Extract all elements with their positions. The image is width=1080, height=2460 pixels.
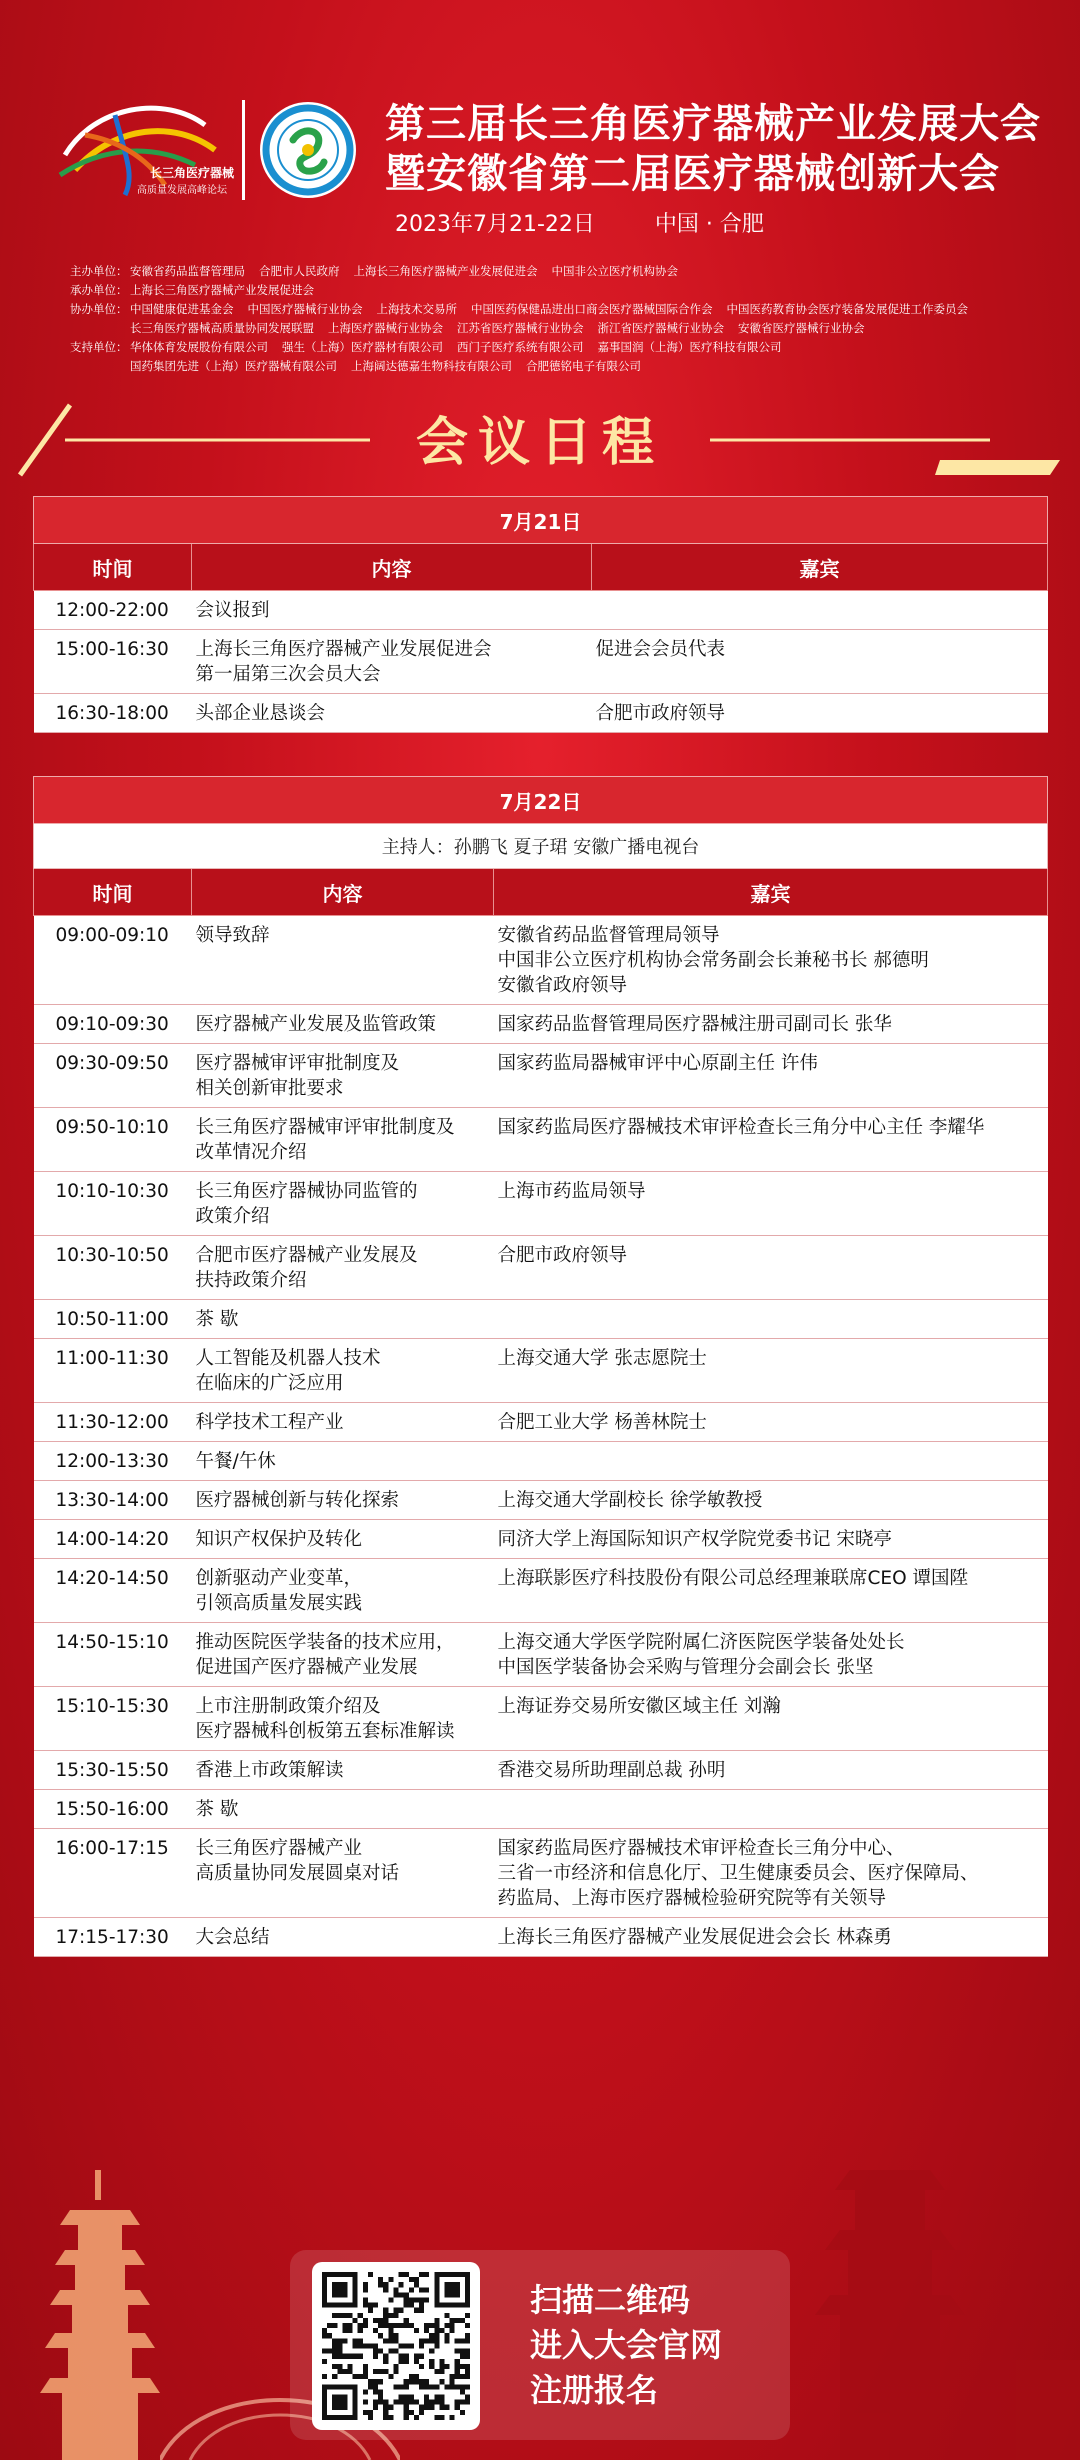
organizer-name: 中国非公立医疗机构协会 (551, 264, 678, 278)
schedule-guest: 合肥工业大学 杨善林院士 (494, 1403, 1048, 1442)
schedule-guest (494, 1442, 1048, 1481)
schedule-guest: 上海交通大学副校长 徐学敏教授 (494, 1481, 1048, 1520)
schedule-guest (494, 1790, 1048, 1829)
schedule-guest: 同济大学上海国际知识产权学院党委书记 宋晓亭 (494, 1520, 1048, 1559)
logo-divider (242, 100, 245, 200)
column-header: 时间 (34, 544, 192, 591)
organizer-name: 长三角医疗器械高质量协同发展联盟 (130, 321, 314, 335)
schedule-content: 人工智能及机器人技术 在临床的广泛应用 (192, 1339, 494, 1403)
qr-code-icon[interactable] (322, 2272, 470, 2420)
organizer-name: 中国医疗器械行业协会 (247, 302, 363, 316)
event-date: 2023年7月21-22日 (395, 212, 595, 237)
schedule-guest: 安徽省药品监督管理局领导 中国非公立医疗机构协会常务副会长兼秘书长 郝德明 安徽省政府领导 (494, 916, 1048, 1005)
host-row (34, 824, 1048, 869)
schedule-row (34, 1559, 1048, 1623)
column-header: 时间 (34, 869, 192, 916)
schedule-guest: 上海联影医疗科技股份有限公司总经理兼联席CEO 谭国陞 (494, 1559, 1048, 1623)
organizer-name: 上海长三角医疗器械产业发展促进会 (353, 264, 538, 278)
organizer-name: 中国医药保健品进出口商会医疗器械国际合作会 (471, 302, 713, 316)
column-header-row (34, 544, 1048, 591)
schedule-row (34, 694, 1048, 733)
main-title-line1: 第三届长三角医疗器械产业发展大会 (385, 101, 1041, 147)
organizer-label: 承办单位： (70, 283, 128, 297)
schedule-content: 茶 歇 (192, 1790, 494, 1829)
schedule-content: 医疗器械创新与转化探索 (192, 1481, 494, 1520)
schedule-time: 14:50-15:10 (34, 1623, 192, 1687)
organizer-name: 国药集团先进（上海）医疗器械有限公司 (130, 359, 337, 373)
schedule-guest: 国家药监局器械审评中心原副主任 许伟 (494, 1044, 1048, 1108)
schedule-row (34, 630, 1048, 694)
organizer-name: 中国医药教育协会医疗装备发展促进工作委员会 (726, 302, 968, 316)
section-title: 会议日程 (415, 413, 664, 473)
day-date: 7月22日 (34, 777, 1048, 824)
schedule-content: 会议报到 (192, 591, 592, 630)
schedule-time: 15:50-16:00 (34, 1790, 192, 1829)
organizer-name: 嘉事国润（上海）医疗科技有限公司 (597, 340, 782, 354)
schedule-time: 09:10-09:30 (34, 1005, 192, 1044)
schedule-row (34, 1300, 1048, 1339)
organizer-row (70, 262, 1060, 281)
schedule-guest: 合肥市政府领导 (494, 1236, 1048, 1300)
organizer-label: 支持单位： (70, 340, 128, 354)
schedule-row (34, 1236, 1048, 1300)
schedule-content: 茶 歇 (192, 1300, 494, 1339)
organizer-name: 浙江省医疗器械行业协会 (597, 321, 724, 335)
schedule-time: 11:00-11:30 (34, 1339, 192, 1403)
organizers-block (70, 262, 1060, 376)
qr-caption-line3: 注册报名 (530, 2371, 659, 2409)
schedule-time: 16:30-18:00 (34, 694, 192, 733)
organizer-row (70, 338, 1060, 357)
schedule-content: 午餐/午休 (192, 1442, 494, 1481)
schedule-time: 09:00-09:10 (34, 916, 192, 1005)
organizer-name: 中国健康促进基金会 (130, 302, 234, 316)
day-date: 7月21日 (34, 497, 1048, 544)
schedule-content: 医疗器械审评审批制度及 相关创新审批要求 (192, 1044, 494, 1108)
schedule-time: 15:00-16:30 (34, 630, 192, 694)
schedule-row (34, 1790, 1048, 1829)
schedule-guest: 上海交通大学 张志愿院士 (494, 1339, 1048, 1403)
schedule-guest: 国家药品监督管理局医疗器械注册司副司长 张华 (494, 1005, 1048, 1044)
organizer-name: 江苏省医疗器械行业协会 (457, 321, 584, 335)
date-location (395, 207, 824, 238)
schedule-row (34, 1918, 1048, 1957)
organizer-name: 上海阔达德嘉生物科技有限公司 (351, 359, 512, 373)
qr-caption (530, 2278, 722, 2413)
schedule-time: 17:15-17:30 (34, 1918, 192, 1957)
schedule-time: 14:00-14:20 (34, 1520, 192, 1559)
tower-illustration (760, 2130, 1080, 2460)
schedule-row (34, 591, 1048, 630)
qr-caption-line1: 扫描二维码 (530, 2281, 691, 2319)
schedule-time: 16:00-17:15 (34, 1829, 192, 1918)
organizer-row (70, 357, 1060, 376)
schedule-content: 长三角医疗器械产业 高质量协同发展圆桌对话 (192, 1829, 494, 1918)
schedule-row (34, 1172, 1048, 1236)
schedule-guest (592, 591, 1048, 630)
organizer-label: 主办单位： (70, 264, 128, 278)
schedule-time: 10:30-10:50 (34, 1236, 192, 1300)
schedule-row (34, 1005, 1048, 1044)
schedule-content: 香港上市政策解读 (192, 1751, 494, 1790)
schedule-row (34, 1623, 1048, 1687)
schedule-content: 领导致辞 (192, 916, 494, 1005)
organizer-row (70, 281, 1060, 300)
organizer-name: 合肥市人民政府 (259, 264, 340, 278)
schedule-guest: 国家药监局医疗器械技术审评检查长三角分中心、 三省一市经济和信息化厅、卫生健康委员会、医疗保障局、 药监局、上海市医疗器械检验研究院等有关领导 (494, 1829, 1048, 1918)
organizer-name: 安徽省医疗器械行业协会 (738, 321, 865, 335)
schedule-guest: 上海证券交易所安徽区域主任 刘瀚 (494, 1687, 1048, 1751)
schedule-row (34, 1108, 1048, 1172)
logo1-sub: 高质量发展高峰论坛 (137, 185, 227, 196)
schedule-guest: 上海交通大学医学院附属仁济医院医学装备处处长 中国医学装备协会采购与管理分会副会长 张坚 (494, 1623, 1048, 1687)
schedule-time: 12:00-13:30 (34, 1442, 192, 1481)
schedule-time: 11:30-12:00 (34, 1403, 192, 1442)
pagoda-illustration (40, 2170, 160, 2460)
organizer-name: 合肥德铭电子有限公司 (526, 359, 641, 373)
schedule-content: 科学技术工程产业 (192, 1403, 494, 1442)
schedule-time: 15:10-15:30 (34, 1687, 192, 1751)
column-header-row (34, 869, 1048, 916)
schedule-guest: 国家药监局医疗器械技术审评检查长三角分中心主任 李耀华 (494, 1108, 1048, 1172)
schedule-time: 13:30-14:00 (34, 1481, 192, 1520)
schedule-row (34, 916, 1048, 1005)
schedule-row (34, 1442, 1048, 1481)
day-header-row (34, 777, 1048, 824)
schedule-content: 长三角医疗器械审评审批制度及 改革情况介绍 (192, 1108, 494, 1172)
schedule-table-day1 (33, 496, 1048, 733)
organizer-name: 安徽省药品监督管理局 (130, 264, 245, 278)
schedule-content: 医疗器械产业发展及监管政策 (192, 1005, 494, 1044)
schedule-row (34, 1481, 1048, 1520)
schedule-guest: 上海长三角医疗器械产业发展促进会会长 林森勇 (494, 1918, 1048, 1957)
schedule-time: 10:50-11:00 (34, 1300, 192, 1339)
schedule-time: 10:10-10:30 (34, 1172, 192, 1236)
schedule-content: 推动医院医学装备的技术应用， 促进国产医疗器械产业发展 (192, 1623, 494, 1687)
qr-caption-line2: 进入大会官网 (530, 2326, 723, 2364)
schedule-time: 15:30-15:50 (34, 1751, 192, 1790)
organizer-name: 上海医疗器械行业协会 (328, 321, 443, 335)
schedule-content: 上市注册制政策介绍及 医疗器械科创板第五套标准解读 (192, 1687, 494, 1751)
schedule-row (34, 1687, 1048, 1751)
main-title-line2: 暨安徽省第二届医疗器械创新大会 (385, 151, 1000, 197)
forum-logo (55, 95, 235, 205)
column-header: 嘉宾 (494, 869, 1048, 916)
organizer-name: 华体体育发展股份有限公司 (130, 340, 268, 354)
organizer-row (70, 319, 1060, 338)
schedule-guest (494, 1300, 1048, 1339)
event-location: 中国 · 合肥 (654, 212, 764, 237)
schedule-guest: 上海市药监局领导 (494, 1172, 1048, 1236)
schedule-row (34, 1044, 1048, 1108)
schedule-guest: 促进会会员代表 (592, 630, 1048, 694)
logo1-text: 长三角医疗器械 (150, 166, 235, 180)
organizer-name: 西门子医疗系统有限公司 (457, 340, 584, 354)
schedule-guest: 合肥市政府领导 (592, 694, 1048, 733)
schedule-time: 14:20-14:50 (34, 1559, 192, 1623)
schedule-time: 09:50-10:10 (34, 1108, 192, 1172)
column-header: 内容 (192, 544, 592, 591)
host-info: 主持人：孙鹏飞 夏子珺 安徽广播电视台 (34, 824, 1048, 869)
schedule-row (34, 1520, 1048, 1559)
schedule-row (34, 1751, 1048, 1790)
schedule-time: 09:30-09:50 (34, 1044, 192, 1108)
schedule-content: 创新驱动产业变革， 引领高质量发展实践 (192, 1559, 494, 1623)
schedule-guest: 香港交易所助理副总裁 孙明 (494, 1751, 1048, 1790)
schedule-content: 长三角医疗器械协同监管的 政策介绍 (192, 1172, 494, 1236)
schedule-table-day2 (33, 776, 1048, 1957)
schedule-content: 头部企业恳谈会 (192, 694, 592, 733)
organizer-name: 强生（上海）医疗器材有限公司 (282, 340, 443, 354)
schedule-content: 合肥市医疗器械产业发展及 扶持政策介绍 (192, 1236, 494, 1300)
schedule-content: 大会总结 (192, 1918, 494, 1957)
organizer-name: 上海技术交易所 (376, 302, 457, 316)
schedule-content: 上海长三角医疗器械产业发展促进会 第一届第三次会员大会 (192, 630, 592, 694)
organizer-row (70, 300, 1060, 319)
organizer-label: 协办单位： (70, 302, 128, 316)
schedule-row (34, 1829, 1048, 1918)
column-header: 嘉宾 (592, 544, 1048, 591)
column-header: 内容 (192, 869, 494, 916)
association-logo (258, 100, 358, 200)
schedule-content: 知识产权保护及转化 (192, 1520, 494, 1559)
schedule-row (34, 1403, 1048, 1442)
schedule-time: 12:00-22:00 (34, 591, 192, 630)
day-header-row (34, 497, 1048, 544)
organizer-name: 上海长三角医疗器械产业发展促进会 (130, 283, 314, 297)
schedule-row (34, 1339, 1048, 1403)
